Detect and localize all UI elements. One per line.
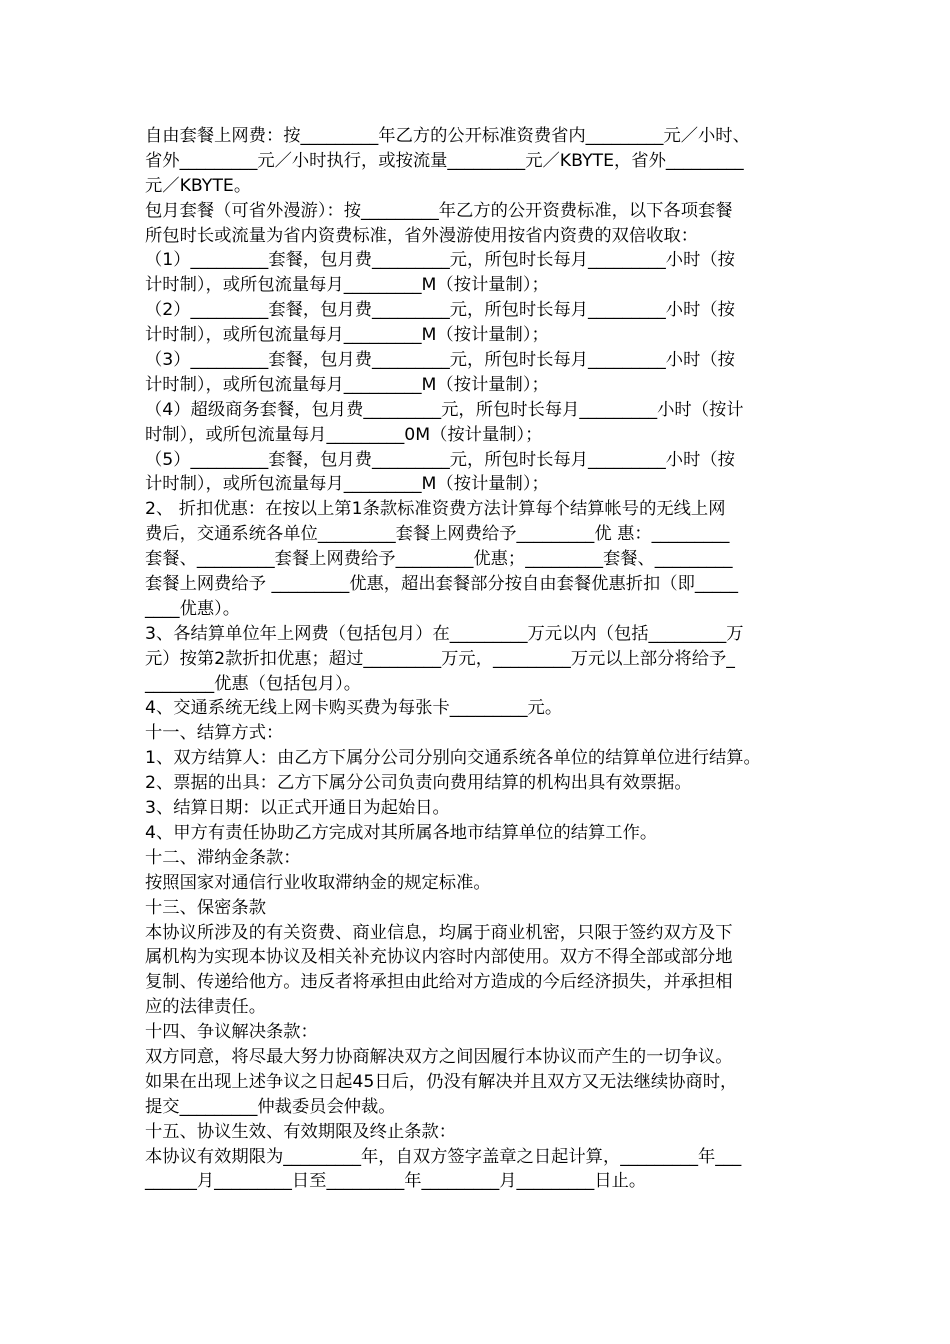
text-line: （1）_________套餐，包月费_________元，所包时长每月_________小时（按 bbox=[145, 250, 735, 271]
text-line: （2）_________套餐，包月费_________元，所包时长每月_________小时（按 bbox=[145, 300, 735, 321]
text-line: 双方同意，将尽最大努力协商解决双方之间因履行本协议而产生的一切争议。 bbox=[145, 1046, 733, 1067]
text-line: 3、各结算单位年上网费（包括包月）在_________万元以内（包括_________万 bbox=[145, 623, 744, 644]
text-line: （3）_________套餐，包月费_________元，所包时长每月_________小时（按 bbox=[145, 350, 735, 371]
section-heading: 十四、争议解决条款： bbox=[145, 1022, 318, 1043]
text-line: 所包时长或流量为省内资费标准，省外漫游使用按省内资费的双倍收取： bbox=[145, 225, 699, 246]
section-heading: 十三、保密条款 bbox=[145, 897, 266, 918]
section-heading: 十二、滞纳金条款： bbox=[145, 847, 301, 868]
text-line: 元／KBYTE。 bbox=[145, 175, 252, 196]
text-line: 计时制），或所包流量每月_________M（按计量制）； bbox=[145, 474, 549, 495]
document-body bbox=[145, 124, 825, 1194]
text-line: 如果在出现上述争议之日起45日后，仍没有解决并且双方又无法继续协商时， bbox=[145, 1071, 738, 1092]
text-line: 包月套餐（可省外漫游）：按_________年乙方的公开资费标准，以下各项套餐 bbox=[145, 200, 733, 221]
text-line: ______月_________日至_________年_________月_________日止。 bbox=[145, 1171, 647, 1192]
text-line: 2、票据的出具：乙方下属分公司负责向费用结算的机构出具有效票据。 bbox=[145, 773, 692, 794]
text-line: 3、结算日期：以正式开通日为起始日。 bbox=[145, 798, 450, 819]
section-heading: 十一、结算方式： bbox=[145, 723, 284, 744]
text-line: 套餐上网费给予 _________优惠，超出套餐部分按自由套餐优惠折扣（即_____ bbox=[145, 574, 739, 595]
text-line: 2、 折扣优惠：在按以上第1条款标准资费方法计算每个结算帐号的无线上网 bbox=[145, 499, 726, 520]
text-line: 计时制），或所包流量每月_________M（按计量制）； bbox=[145, 275, 549, 296]
text-line: 4、甲方有责任协助乙方完成对其所属各地市结算单位的结算工作。 bbox=[145, 822, 658, 843]
text-line: 元）按第2款折扣优惠；超过_________万元，_________万元以上部分将给予_ bbox=[145, 648, 735, 669]
text-line: （5）_________套餐，包月费_________元，所包时长每月_________小时（按 bbox=[145, 449, 735, 470]
text-line: 省外_________元／小时执行，或按流量_________元／KBYTE，省外_________ bbox=[145, 150, 744, 171]
text-line: 属机构为实现本协议及相关补充协议内容时内部使用。双方不得全部或部分地 bbox=[145, 947, 733, 968]
text-line: 费后，交通系统各单位_________套餐上网费给予_________优 惠：_________ bbox=[145, 524, 730, 545]
text-line: 计时制），或所包流量每月_________M（按计量制）； bbox=[145, 325, 549, 346]
text-line: 应的法律责任。 bbox=[145, 997, 266, 1018]
text-line: 复制、传递给他方。违反者将承担由此给对方造成的今后经济损失，并承担相 bbox=[145, 972, 733, 993]
section-heading: 十五、协议生效、有效期限及终止条款： bbox=[145, 1121, 457, 1142]
text-line: 按照国家对通信行业收取滞纳金的规定标准。 bbox=[145, 872, 491, 893]
text-line: ____优惠）。 bbox=[145, 598, 241, 619]
text-line: 本协议有效期限为_________年，自双方签字盖章之日起计算，_________年___ bbox=[145, 1146, 742, 1167]
text-line: 自由套餐上网费：按_________年乙方的公开标准资费省内_________元／小时、 bbox=[145, 126, 750, 146]
text-line: 本协议所涉及的有关资费、商业信息，均属于商业机密，只限于签约双方及下 bbox=[145, 922, 733, 943]
text-line: 计时制），或所包流量每月_________M（按计量制）； bbox=[145, 374, 549, 395]
text-line: 套餐、_________套餐上网费给予_________优惠；_________套餐、_________ bbox=[145, 549, 733, 570]
text-line: （4）超级商务套餐，包月费_________元，所包时长每月_________小时（按计 bbox=[145, 399, 744, 420]
text-line: 1、双方结算人：由乙方下属分公司分别向交通系统各单位的结算单位进行结算。 bbox=[145, 748, 761, 769]
text-line: ________优惠（包括包月）。 bbox=[145, 673, 362, 694]
text-line: 时制），或所包流量每月_________0M（按计量制）； bbox=[145, 424, 543, 445]
text-line: 提交_________仲裁委员会仲裁。 bbox=[145, 1096, 396, 1117]
text-line: 4、交通系统无线上网卡购买费为每张卡_________元。 bbox=[145, 698, 563, 719]
